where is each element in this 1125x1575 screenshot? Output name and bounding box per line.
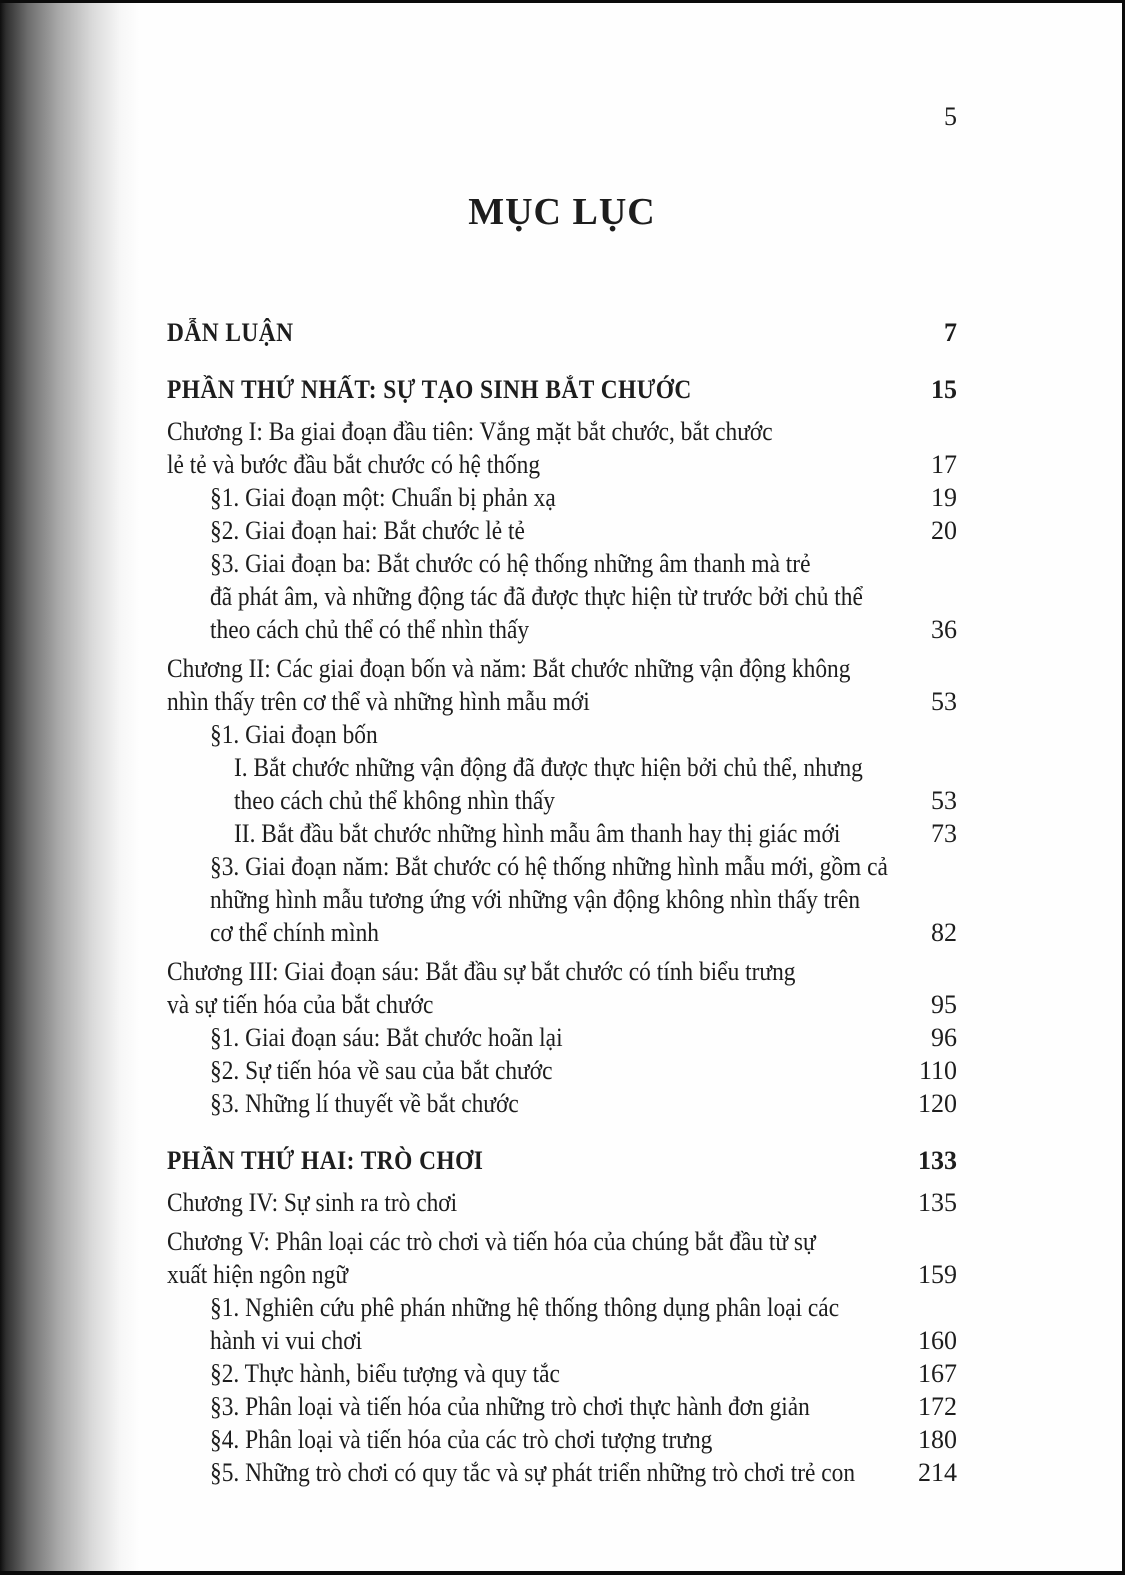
toc-entry-text: đã phát âm, và những động tác đã được thực hiện từ trước bởi chủ thể — [210, 582, 863, 611]
toc-page-number: 36 — [931, 615, 957, 644]
toc-row-phan-2 — [167, 1144, 957, 1177]
toc-row — [167, 1456, 957, 1489]
toc-entry-text: theo cách chủ thể không nhìn thấy — [234, 786, 556, 815]
toc-row — [167, 514, 957, 547]
toc-entry-text: Chương II: Các giai đoạn bốn và năm: Bắt chước những vận động không — [167, 654, 851, 683]
toc-row — [167, 751, 957, 784]
toc-row-dan-luan — [167, 316, 957, 349]
toc-page-number: 15 — [931, 375, 957, 404]
toc-row — [167, 1390, 957, 1423]
toc-entry-text: lẻ tẻ và bước đầu bắt chước có hệ thống — [167, 450, 541, 479]
toc-row — [167, 652, 957, 685]
toc-entry-text: Chương V: Phân loại các trò chơi và tiến hóa của chúng bắt đầu từ sự — [167, 1227, 816, 1256]
toc-page-number: 160 — [918, 1326, 957, 1355]
toc-page-number: 53 — [931, 687, 957, 716]
toc-row — [167, 1324, 957, 1357]
toc-row — [167, 415, 957, 448]
toc-row — [167, 817, 957, 850]
toc-entry-text: §4. Phân loại và tiến hóa của các trò chơi tượng trưng — [210, 1425, 713, 1454]
toc-entry-text: §2. Sự tiến hóa về sau của bắt chước — [210, 1056, 553, 1085]
toc-page-number: 135 — [918, 1188, 957, 1217]
toc-page-number: 19 — [931, 483, 957, 512]
toc-page-number: 214 — [918, 1458, 957, 1487]
toc-row — [167, 883, 957, 916]
toc-entry-text: những hình mẫu tương ứng với những vận động không nhìn thấy trên — [210, 885, 861, 914]
toc-entry-text: §1. Giai đoạn một: Chuẩn bị phản xạ — [210, 483, 556, 512]
toc-row — [167, 1186, 957, 1219]
toc-row — [167, 1357, 957, 1390]
toc-entry-text: DẪN LUẬN — [167, 318, 294, 347]
toc-row — [167, 916, 957, 949]
toc-page-number: 53 — [931, 786, 957, 815]
toc-page-number: 120 — [918, 1089, 957, 1118]
toc-row — [167, 955, 957, 988]
toc-row-phan-1 — [167, 373, 957, 406]
toc-entry-text: §3. Giai đoạn ba: Bắt chước có hệ thống những âm thanh mà trẻ — [210, 549, 811, 578]
page-gutter-shadow — [0, 0, 140, 1575]
toc-row — [167, 718, 957, 751]
toc-entry-text: và sự tiến hóa của bắt chước — [167, 990, 434, 1019]
toc-entry-text: Chương I: Ba giai đoạn đầu tiên: Vắng mặt bắt chước, bắt chước — [167, 417, 773, 446]
toc-row — [167, 784, 957, 817]
toc-page-number: 159 — [918, 1260, 957, 1289]
toc-page-number: 172 — [918, 1392, 957, 1421]
toc-row — [167, 988, 957, 1021]
toc-row — [167, 1021, 957, 1054]
toc-row — [167, 685, 957, 718]
toc-page-number: 20 — [931, 516, 957, 545]
toc-page-number: 110 — [918, 1056, 957, 1085]
page-title: MỤC LỤC — [468, 191, 656, 233]
toc-entry-text: §3. Những lí thuyết về bắt chước — [210, 1089, 519, 1118]
toc-page-number: 133 — [918, 1146, 957, 1175]
toc-page-number: 95 — [931, 990, 957, 1019]
toc-page-number: 17 — [931, 450, 957, 479]
toc-entry-text: §3. Giai đoạn năm: Bắt chước có hệ thống những hình mẫu mới, gồm cả — [210, 852, 888, 881]
toc-entry-text: §2. Thực hành, biểu tượng và quy tắc — [210, 1359, 560, 1388]
toc-entry-text: xuất hiện ngôn ngữ — [167, 1260, 349, 1289]
toc-row — [167, 613, 957, 646]
toc-entry-text: §1. Nghiên cứu phê phán những hệ thống thông dụng phân loại các — [210, 1293, 840, 1322]
toc-entry-text: II. Bắt đầu bắt chước những hình mẫu âm thanh hay thị giác mới — [234, 819, 841, 848]
toc-entry-text: theo cách chủ thể có thể nhìn thấy — [210, 615, 530, 644]
folio-page-number: 5 — [944, 102, 957, 131]
toc-page-number: 7 — [944, 318, 957, 347]
toc-entry-text: PHẦN THỨ HAI: TRÒ CHƠI — [167, 1146, 484, 1175]
toc-page-number: 73 — [931, 819, 957, 848]
toc-entry-text: §1. Giai đoạn sáu: Bắt chước hoãn lại — [210, 1023, 563, 1052]
toc-row — [167, 1258, 957, 1291]
toc-entry-text: §5. Những trò chơi có quy tắc và sự phát triển những trò chơi trẻ con — [210, 1458, 856, 1487]
toc-entry-text: PHẦN THỨ NHẤT: SỰ TẠO SINH BẮT CHƯỚC — [167, 375, 692, 404]
toc-row — [167, 1087, 957, 1120]
toc-row — [167, 1054, 957, 1087]
table-of-contents — [167, 316, 957, 1489]
toc-entry-text: hành vi vui chơi — [210, 1326, 363, 1355]
toc-page-number: 167 — [918, 1359, 957, 1388]
toc-row — [167, 547, 957, 580]
toc-row — [167, 1291, 957, 1324]
toc-row — [167, 1423, 957, 1456]
toc-row — [167, 448, 957, 481]
toc-page-number: 180 — [918, 1425, 957, 1454]
toc-entry-text: cơ thể chính mình — [210, 918, 379, 947]
toc-entry-text: §2. Giai đoạn hai: Bắt chước lẻ tẻ — [210, 516, 525, 545]
toc-entry-text: §1. Giai đoạn bốn — [210, 720, 378, 749]
toc-row — [167, 850, 957, 883]
toc-entry-text: §3. Phân loại và tiến hóa của những trò chơi thực hành đơn giản — [210, 1392, 810, 1421]
toc-row — [167, 580, 957, 613]
toc-entry-text: Chương III: Giai đoạn sáu: Bắt đầu sự bắt chước có tính biểu trưng — [167, 957, 796, 986]
toc-row — [167, 1225, 957, 1258]
toc-entry-text: nhìn thấy trên cơ thể và những hình mẫu mới — [167, 687, 590, 716]
toc-entry-text: Chương IV: Sự sinh ra trò chơi — [167, 1188, 458, 1217]
toc-page-number: 96 — [931, 1023, 957, 1052]
scan-edge-bottom — [0, 1571, 1125, 1575]
toc-row — [167, 481, 957, 514]
page-content — [167, 0, 957, 1489]
toc-page-number: 82 — [931, 918, 957, 947]
toc-entry-text: I. Bắt chước những vận động đã được thực hiện bởi chủ thể, nhưng — [234, 753, 863, 782]
